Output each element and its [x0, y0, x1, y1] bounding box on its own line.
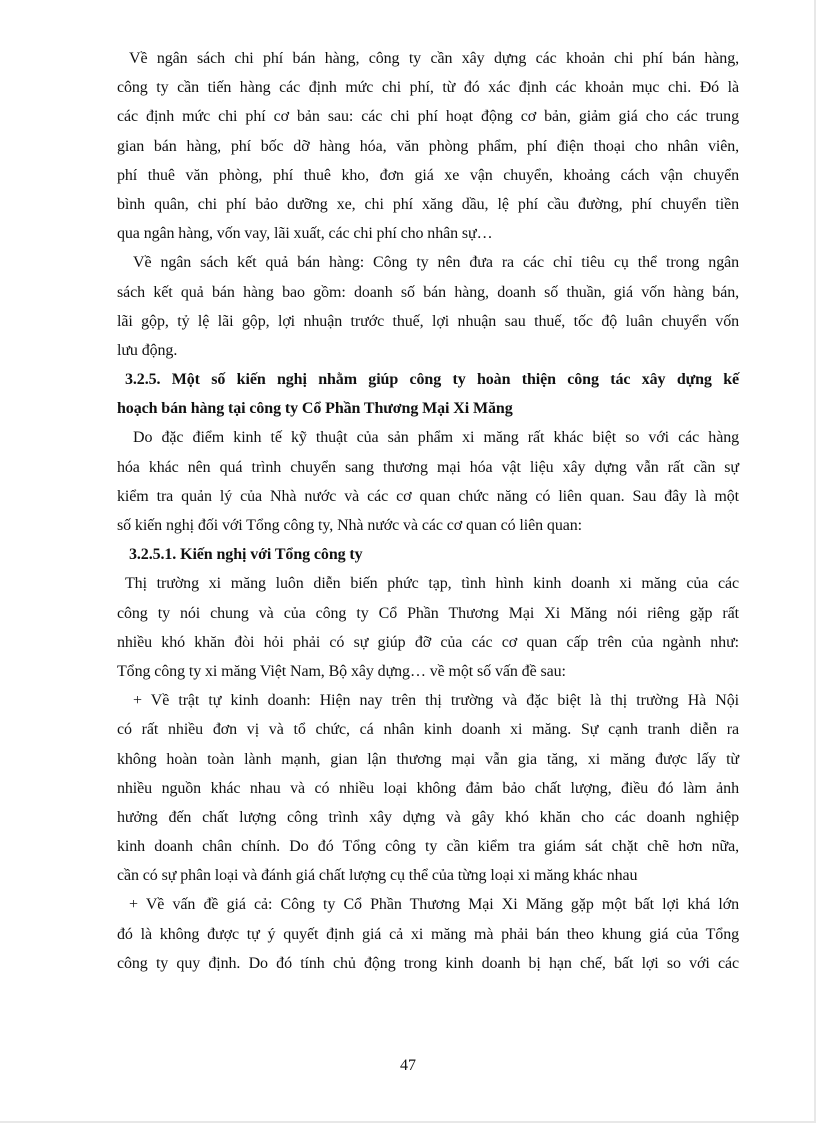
section-heading — [117, 365, 739, 423]
text-line: hóa khác nên quá trình chuyển sang thương mại hóa vật liệu xây dựng vẫn rất cần sự — [117, 458, 739, 476]
text-line: Về ngân sách chi phí bán hàng, công ty cần xây dựng các khoản chi phí bán hàng, — [129, 50, 739, 67]
text-line: có rất nhiều đơn vị và tổ chức, cá nhân kinh doanh xi măng. Sự cạnh tranh diễn ra — [117, 721, 739, 739]
text-line: công ty cần tiến hàng các định mức chi phí, từ đó xác định các khoản mục chi. Đó là — [117, 79, 739, 97]
text-line: cần có sự phân loại và đánh giá chất lượng cụ thể của từng loại xi măng khác nhau — [117, 867, 638, 885]
text-line: + Về vấn đề giá cả: Công ty Cổ Phần Thương Mại Xi Măng gặp một bất lợi khá lớn — [129, 896, 739, 914]
text-line: công ty quy định. Do đó tính chủ động trong kinh doanh bị hạn chế, bất lợi so với các — [117, 954, 739, 972]
text-line: không hoàn toàn lành mạnh, gian lận thương mại vẫn gia tăng, xi măng được lấy từ — [117, 750, 739, 768]
text-line: đó là không được tự ý quyết định giá cả xi măng mà phải bán theo khung giá của Tổng — [117, 925, 739, 943]
text-line: nhiều khó khăn đòi hỏi phải có sự giúp đỡ của các cơ quan cấp trên của ngành như: — [117, 633, 739, 651]
text-line: công ty nói chung và của công ty Cổ Phần Thương Mại Xi Măng nói riêng gặp rất — [117, 604, 739, 622]
text-line: hoạch bán hàng tại công ty Cổ Phần Thương Mại Xi Măng — [117, 400, 513, 418]
text-line: + Về trật tự kinh doanh: Hiện nay trên thị trường và đặc biệt là thị trường Hà Nội — [133, 692, 739, 710]
text-line: phí thuê văn phòng, phí thuê kho, đơn giá xe vận chuyển, khoảng cách vận chuyển — [117, 166, 739, 184]
text-line: bình quân, chi phí bảo dưỡng xe, chi phí xăng dầu, lệ phí cầu đường, phí chuyển tiền — [117, 195, 739, 213]
text-line: lưu động. — [117, 341, 178, 359]
paragraph — [117, 44, 739, 248]
text-line: qua ngân hàng, vốn vay, lãi xuất, các chi phí cho nhân sự… — [117, 225, 493, 243]
paragraph — [117, 248, 739, 365]
paragraph — [117, 686, 739, 890]
text-line: kiểm tra quản lý của Nhà nước và các cơ quan chức năng có liên quan. Sau đây là một — [117, 487, 739, 505]
text-line: Tổng công ty xi măng Việt Nam, Bộ xây dựng… về một số vấn đề sau: — [117, 662, 566, 680]
text-line: gian bán hàng, phí bốc dỡ hàng hóa, văn phòng phẩm, phí điện thoại cho nhân viên, — [117, 137, 739, 155]
paragraph — [117, 423, 739, 540]
text-line: số kiến nghị đối với Tổng công ty, Nhà nước và các cơ quan có liên quan: — [117, 517, 582, 534]
text-line: 3.2.5.1. Kiến nghị với Tổng công ty — [129, 546, 363, 564]
page-number: 47 — [400, 1057, 416, 1074]
text-line: Do đặc điểm kinh tế kỹ thuật của sản phẩm xi măng rất khác biệt so với các hàng — [133, 429, 739, 447]
paragraph — [117, 890, 739, 978]
text-line: lãi gộp, tỷ lệ lãi gộp, lợi nhuận trước thuế, lợi nhuận sau thuế, tốc độ luân chuyển vốn — [117, 312, 739, 330]
text-line: 3.2.5. Một số kiến nghị nhằm giúp công ty hoàn thiện công tác xây dựng kế — [125, 371, 739, 389]
text-line: Thị trường xi măng luôn diễn biến phức tạp, tình hình kinh doanh xi măng của các — [125, 575, 739, 593]
section-heading — [117, 540, 739, 569]
paragraph — [117, 569, 739, 686]
text-line: sách kết quả bán hàng bao gồm: doanh số bán hàng, doanh số thuần, giá vốn hàng bán, — [117, 283, 739, 301]
document-body — [117, 44, 739, 978]
text-line: Về ngân sách kết quả bán hàng: Công ty nên đưa ra các chỉ tiêu cụ thể trong ngân — [133, 254, 739, 272]
text-line: các định mức chi phí cơ bản sau: các chi phí hoạt động cơ bản, giảm giá cho các trung — [117, 108, 739, 126]
text-line: nhiều nguồn khác nhau và có nhiều loại không đảm bảo chất lượng, điều đó làm ảnh — [117, 779, 739, 797]
text-line: kinh doanh chân chính. Do đó Tổng công ty cần kiểm tra giám sát chặt chẽ hơn nữa, — [117, 838, 739, 856]
text-line: hưởng đến chất lượng công trình xây dựng và gây khó khăn cho các doanh nghiệp — [117, 808, 739, 826]
